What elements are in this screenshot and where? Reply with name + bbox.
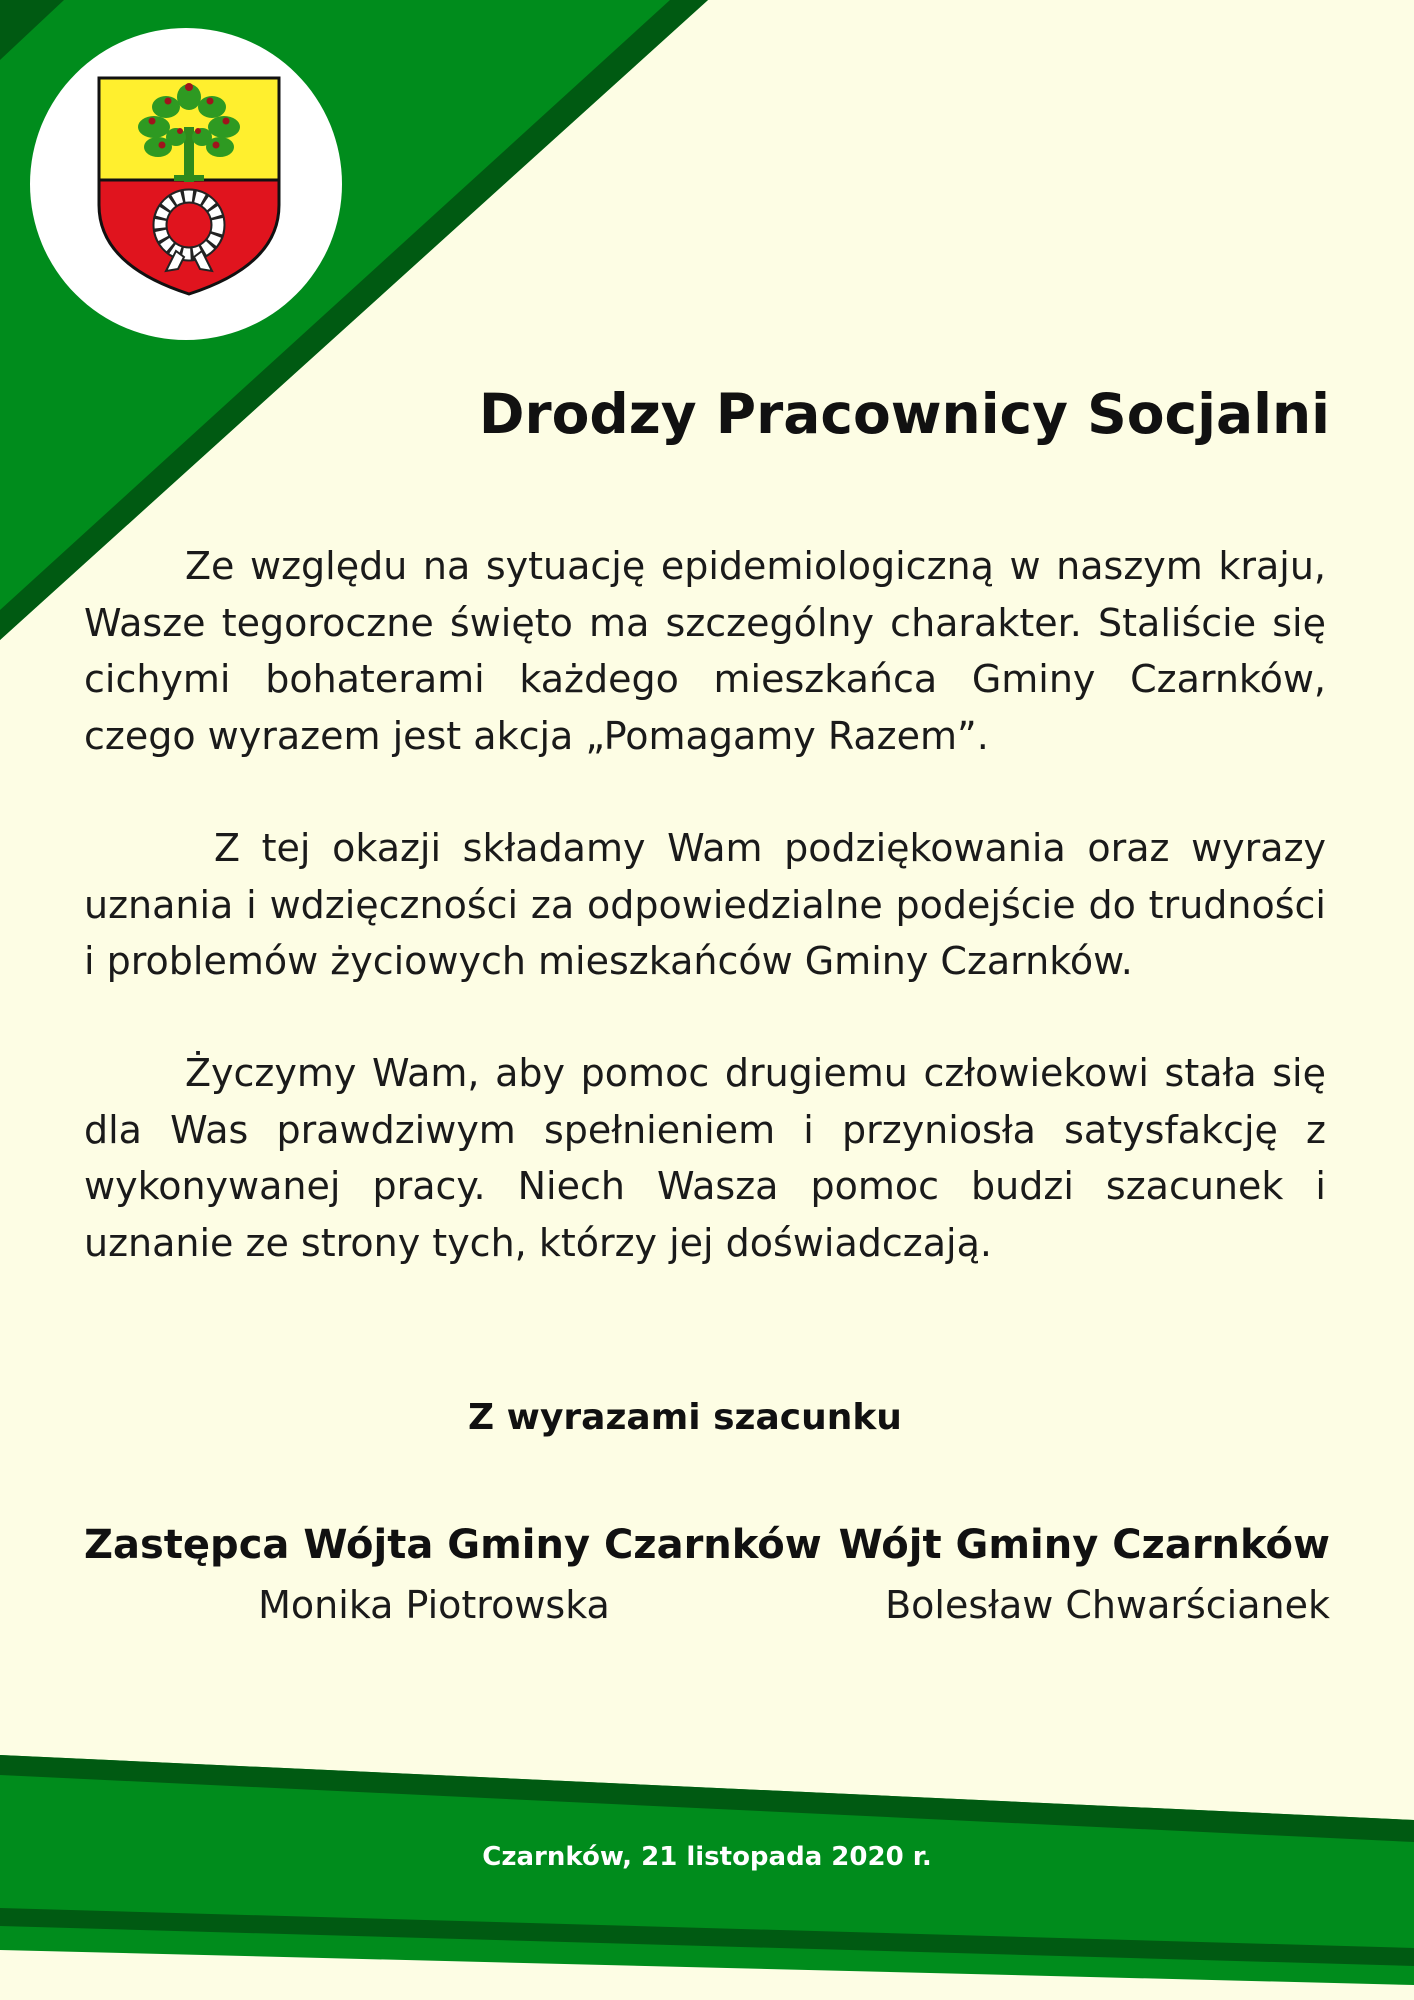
paragraph-2: Z tej okazji składamy Wam podziękowania oraz wyrazy uznania i wdzięczności za odpowiedzialne podejście do trudności i problemów życiowych mieszkańców Gminy Czarnków. [84,826,1326,983]
signature-name: Monika Piotrowska [258,1583,610,1627]
signature-deputy-mayor [84,1515,822,1635]
signature-name: Bolesław Chwarścianek [885,1583,1330,1627]
coat-of-arms-icon [96,75,282,297]
page-title: Drodzy Pracownicy Socjalni [478,382,1330,446]
signature-role: Wójt Gminy Czarnków [838,1522,1330,1568]
signature-role: Zastępca Wójta Gminy Czarnków [84,1522,822,1568]
paragraph-1: Ze względu na sytuację epidemiologiczną w naszym kraju, Wasze tegoroczne święto ma szczególny charakter. Staliście się cichymi bohaterami każdego mieszkańca Gminy Czarnków, czego wyrazem jest akcja „Pomagamy Razem”. [84,544,1326,758]
paragraph-3: Życzymy Wam, aby pomoc drugiemu człowiekowi stała się dla Was prawdziwym spełnieniem i przyniosła satysfakcję z wykonywanej pracy. Niech Wasza pomoc budzi szacunek i uznanie ze strony tych, którzy jej doświadczają. [84,1051,1326,1265]
closing-phrase: Z wyrazami szacunku [468,1397,902,1438]
footer-place-date: Czarnków, 21 listopada 2020 r. [482,1842,932,1872]
signature-mayor [839,1515,1330,1635]
